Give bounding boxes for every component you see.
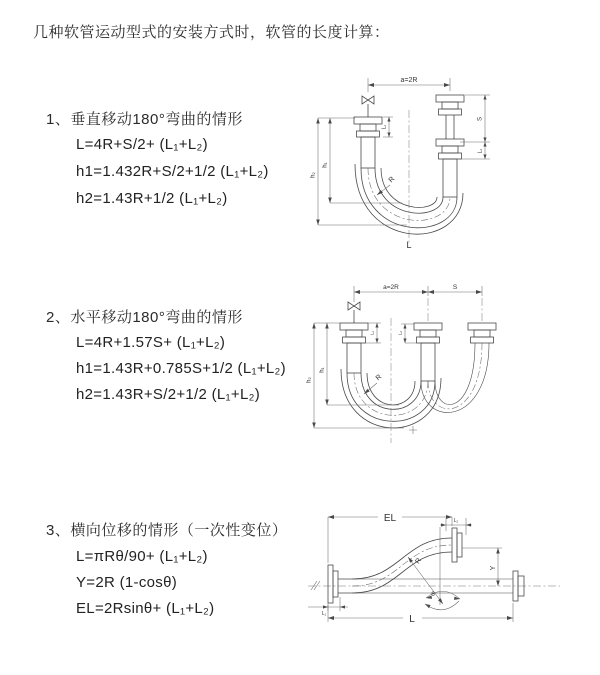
dim-label-l2: L₂	[477, 148, 484, 154]
section-3-heading: 3、横向位移的情形（一次性变位）	[46, 522, 288, 539]
centerlines	[368, 78, 450, 244]
dim-label-h2: h₂	[306, 377, 313, 383]
dim-label-el: EL	[383, 513, 397, 524]
dim-label-a2r: a=2R	[383, 284, 399, 291]
diagram-lateral-displacement	[300, 505, 600, 650]
section-3-formula-Y: Y=2R (1-cosθ)	[76, 574, 178, 591]
dimension-lines	[308, 515, 513, 622]
section-2-heading: 2、水平移动180°弯曲的情形	[46, 309, 243, 326]
dim-label-l1: L₁	[369, 330, 375, 336]
braided-hose-section	[347, 343, 361, 373]
dimension-lines	[312, 290, 482, 434]
dim-label-l1: L₁	[381, 124, 388, 130]
pipes-and-flanges	[340, 302, 496, 381]
dim-label-h1: h₁	[322, 162, 329, 168]
braided-hose-section	[361, 137, 375, 168]
hose-s-curve	[352, 538, 452, 593]
dim-label-theta: θ	[431, 591, 435, 598]
braided-hose-section	[421, 343, 435, 381]
dim-label-h2: h₂	[310, 172, 317, 178]
dim-label-r: R	[387, 175, 397, 185]
dim-label-y: Y	[490, 565, 497, 571]
section-1-heading: 1、垂直移动180°弯曲的情形	[46, 111, 243, 128]
section-1-formula-h2: h2=1.43R+1/2 (L₁+L₂)	[76, 190, 228, 207]
dim-label-l: L	[409, 614, 415, 625]
dim-label-a2r: a=2R	[400, 77, 418, 84]
centerlines	[308, 581, 560, 590]
page-title: 几种软管运动型式的安装方式时，软管的长度计算：	[33, 24, 390, 41]
section-2-formula-h1: h1=1.43R+0.785S+1/2 (L₁+L₂)	[76, 360, 286, 377]
hose-u-bend-position-2	[421, 343, 489, 413]
dim-label-h1: h₁	[319, 367, 326, 373]
dim-label-l2: L₂	[397, 330, 403, 336]
dim-label-l1: L₁	[321, 611, 327, 617]
dim-label-l: L	[406, 240, 412, 250]
centerlines	[354, 286, 482, 443]
section-1-formula-L: L=4R+S/2+ (L₁+L₂)	[76, 136, 208, 153]
braided-hose-section	[443, 159, 457, 197]
diagram-vertical-180-bend	[310, 70, 600, 255]
section-3-formula-EL: EL=2Rsinθ+ (L₁+L₂)	[76, 600, 215, 617]
valve-icon	[362, 96, 374, 104]
section-2-formula-L: L=4R+1.57S+ (L₁+L₂)	[76, 334, 226, 351]
dim-label-l2: L₂	[453, 518, 459, 524]
valve-icon	[348, 302, 360, 310]
section-3-formula-L: L=πRθ/90+ (L₁+L₂)	[76, 548, 208, 565]
diagram-horizontal-180-bend	[306, 278, 598, 463]
dim-label-s: S	[477, 116, 484, 122]
dimension-labels	[322, 513, 497, 625]
dim-label-s: S	[452, 284, 458, 291]
section-1-formula-h1: h1=1.432R+S/2+1/2 (L₁+L₂)	[76, 163, 269, 180]
section-2-formula-h2: h2=1.43R+S/2+1/2 (L₁+L₂)	[76, 386, 261, 403]
dim-label-r: R	[374, 373, 384, 383]
dim-label-r: R	[414, 557, 424, 566]
pipes-and-flanges	[328, 528, 524, 603]
